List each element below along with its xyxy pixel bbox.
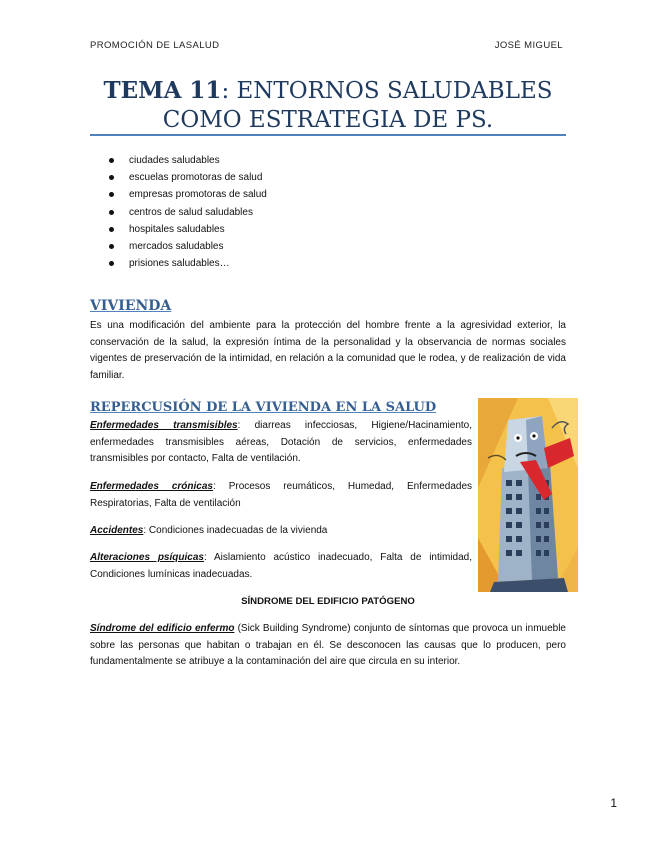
sindrome-term: Síndrome del edificio enfermo (90, 623, 235, 634)
list-item (105, 238, 267, 255)
sick-building-illustration (478, 398, 578, 592)
list-item-label: escuelas promotoras de salud (129, 172, 263, 184)
list-item (105, 221, 267, 238)
repercusion-term: Accidentes (90, 525, 144, 536)
bullet-icon (109, 192, 114, 197)
bullet-icon (109, 244, 114, 249)
list-item (105, 186, 267, 203)
repercusion-text: : Procesos reumáticos, Humedad, Enfermedades Respiratorias, Falta de ventilación (90, 481, 473, 509)
repercusion-text: : diarreas infecciosas, Higiene/Hacinamiento, enfermedades transmisibles aéreas, Dotación de servicios, enfermedades transmisibles por contacto, Falta de ventilación. (90, 420, 472, 465)
repercusion-item (90, 479, 472, 512)
header-right: JOSÉ MIGUEL (494, 40, 563, 51)
repercusion-text: : Aislamiento acústico inadecuado, Falta de intimidad, Condiciones lumínicas inadecuadas. (90, 552, 472, 580)
sindrome-paragraph (90, 621, 566, 671)
list-item-label: empresas promotoras de salud (129, 189, 267, 201)
page-title (90, 76, 566, 135)
vivienda-heading: VIVIENDA (90, 298, 172, 314)
bullet-icon (109, 210, 114, 215)
repercusion-item (90, 523, 472, 540)
page-number: 1 (610, 796, 617, 810)
list-item-label: centros de salud saludables (129, 206, 253, 218)
entornos-list (105, 152, 267, 272)
bullet-icon (109, 227, 114, 232)
list-item (105, 204, 267, 221)
title-bold: TEMA 11 (103, 77, 222, 104)
header-left: PROMOCIÓN DE LASALUD (90, 40, 220, 51)
vivienda-paragraph: Es una modificación del ambiente para la protección del hombre frente a la agresividad exterior, la conservación de la salud, la expresión íntima de la personalidad y la observancia de normas sociales vigentes de preservación de la intimidad, en relación a la comunidad que le rodea, y de realización de vida familiar. (90, 320, 566, 381)
bullet-icon (109, 175, 114, 180)
list-item-label: prisiones saludables… (129, 258, 230, 270)
repercusion-item (90, 418, 472, 468)
sindrome-heading: SÍNDROME DEL EDIFICIO PATÓGENO (241, 596, 415, 607)
repercusion-term: Enfermedades transmisibles (90, 420, 238, 431)
list-item (105, 169, 267, 186)
bullet-icon (109, 261, 114, 266)
repercusion-text: : Condiciones inadecuadas de la vivienda (143, 525, 328, 536)
title-divider (90, 134, 566, 136)
list-item-label: mercados saludables (129, 241, 224, 253)
repercusion-term: Enfermedades crónicas (90, 481, 213, 492)
list-item-label: hospitales saludables (129, 223, 225, 235)
list-item (105, 255, 267, 272)
repercusion-heading: REPERCUSIÓN DE LA VIVIENDA EN LA SALUD (90, 400, 437, 415)
repercusion-item (90, 550, 472, 583)
sindrome-text: (Sick Building Syndrome) conjunto de síntomas que provoca un inmueble sobre las personas que habitan o trabajan en él. Se desconocen las causas que lo producen, pero fundamentalmente se atribuye a la contaminación del aire que circula en su interior. (90, 623, 566, 668)
list-item (105, 152, 267, 169)
bullet-icon (109, 158, 114, 163)
title-rest: : ENTORNOS SALUDABLES COMO ESTRATEGIA DE PS. (162, 78, 553, 133)
repercusion-term: Alteraciones psíquicas (90, 552, 204, 563)
list-item-label: ciudades saludables (129, 155, 220, 166)
